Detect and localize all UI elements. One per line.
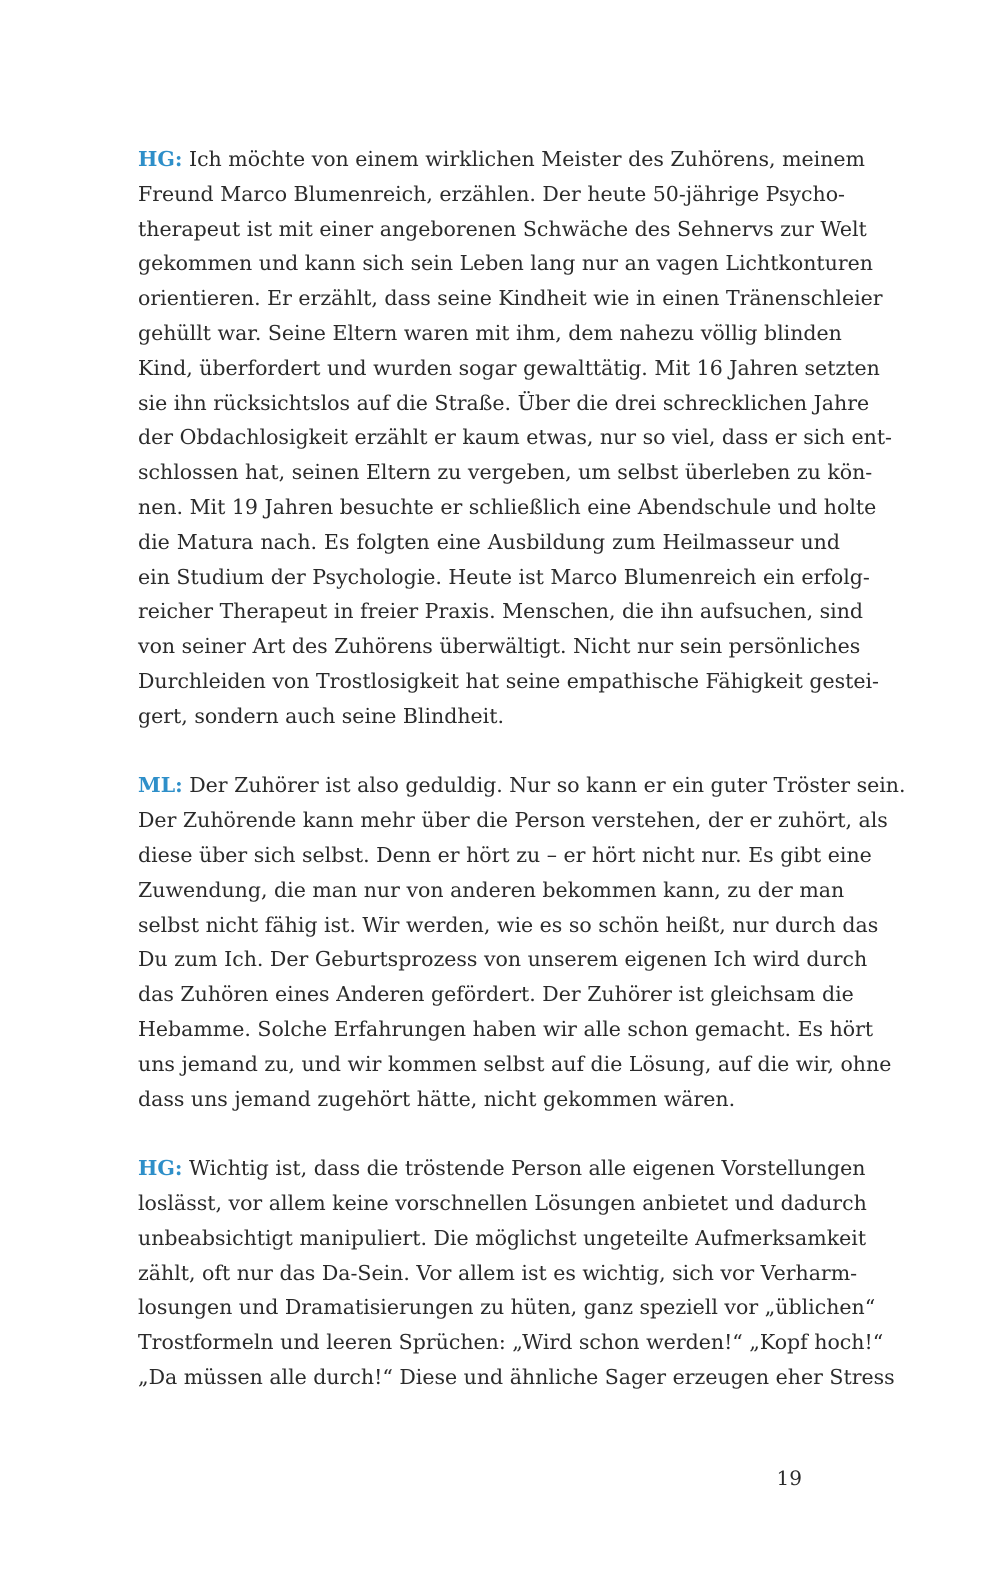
text-line <box>138 177 845 212</box>
line-text: Der Zuhörende kann mehr über die Person verstehen, der er zuhört, als <box>138 808 888 833</box>
line-text: das Zuhören eines Anderen gefördert. Der Zuhörer ist gleichsam die <box>138 982 854 1007</box>
text-line <box>138 246 873 281</box>
line-text: nen. Mit 19 Jahren besuchte er schließlich eine Abendschule und holte <box>138 494 877 519</box>
text-line <box>138 1012 874 1047</box>
page-number: 19 <box>776 1466 802 1490</box>
text-line <box>138 594 864 629</box>
line-text: loslässt, vor allem keine vorschnellen Lösungen anbietet und dadurch <box>138 1190 867 1215</box>
line-text: reicher Therapeut in freier Praxis. Menschen, die ihn aufsuchen, sind <box>138 599 864 624</box>
line-text: Zuwendung, die man nur von anderen bekommen kann, zu der man <box>138 877 845 902</box>
line-text: Der Zuhörer ist also geduldig. Nur so kann er ein guter Tröster sein. <box>182 773 906 798</box>
line-text: gekommen und kann sich sein Leben lang nur an vagen Lichtkonturen <box>138 251 873 276</box>
text-line <box>138 942 868 977</box>
line-text: Ich möchte von einem wirklichen Meister des Zuhörens, meinem <box>182 147 865 171</box>
text-line <box>138 977 854 1012</box>
body-text <box>138 142 906 1395</box>
text-line <box>138 1186 867 1221</box>
line-text: sie ihn rücksichtslos auf die Straße. Über die drei schrecklichen Jahre <box>138 390 870 415</box>
text-line <box>138 420 892 455</box>
text-line <box>138 212 867 247</box>
text-line <box>138 490 877 525</box>
text-line <box>138 525 840 560</box>
text-line <box>138 873 845 908</box>
text-line <box>138 455 873 490</box>
dialogue-paragraph <box>138 768 906 1116</box>
text-line <box>138 1256 858 1291</box>
line-text: diese über sich selbst. Denn er hört zu – er hört nicht nur. Es gibt eine <box>138 842 872 867</box>
line-text: der Obdachlosigkeit erzählt er kaum etwas, nur so viel, dass er sich ent- <box>138 425 892 450</box>
line-text: die Matura nach. Es folgten eine Ausbildung zum Heilmasseur und <box>138 529 840 554</box>
line-text: zählt, oft nur das Da-Sein. Vor allem ist es wichtig, sich vor Verharm- <box>138 1260 858 1285</box>
line-text: Hebamme. Solche Erfahrungen haben wir alle schon gemacht. Es hört <box>138 1016 874 1041</box>
text-line <box>138 1151 866 1186</box>
text-line <box>138 838 872 873</box>
text-line <box>138 664 879 699</box>
speaker-label: HG: <box>138 147 183 171</box>
speaker-label: ML: <box>138 773 183 798</box>
line-text: unbeabsichtigt manipuliert. Die möglichst ungeteilte Aufmerksamkeit <box>138 1225 867 1250</box>
line-text: Wichtig ist, dass die tröstende Person alle eigenen Vorstellungen <box>182 1156 866 1181</box>
text-line <box>138 142 865 177</box>
text-line <box>138 560 870 595</box>
line-text: „Da müssen alle durch!“ Diese und ähnliche Sager erzeugen eher Stress <box>138 1364 895 1389</box>
line-text: dass uns jemand zugehört hätte, nicht gekommen wären. <box>138 1086 736 1111</box>
speaker-label: HG: <box>138 1156 183 1181</box>
line-text: gert, sondern auch seine Blindheit. <box>138 703 504 728</box>
line-text: Du zum Ich. Der Geburtsprozess von unserem eigenen Ich wird durch <box>138 947 868 972</box>
text-line <box>138 281 883 316</box>
line-text: uns jemand zu, und wir kommen selbst auf die Lösung, auf die wir, ohne <box>138 1051 892 1076</box>
text-line <box>138 351 880 386</box>
text-line <box>138 1325 884 1360</box>
text-line <box>138 386 870 421</box>
text-line <box>138 1360 895 1395</box>
text-line <box>138 699 840 734</box>
line-text: therapeut ist mit einer angeborenen Schwäche des Sehnervs zur Welt <box>138 216 867 241</box>
text-line <box>138 803 888 838</box>
line-text: Trostformeln und leeren Sprüchen: „Wird schon werden!“ „Kopf hoch!“ <box>138 1330 884 1355</box>
text-line <box>138 316 840 351</box>
line-text: orientieren. Er erzählt, dass seine Kindheit wie in einen Tränenschleier <box>138 286 883 311</box>
text-line <box>138 1290 876 1325</box>
line-text: schlossen hat, seinen Eltern zu vergeben, um selbst überleben zu kön- <box>138 460 873 485</box>
text-line <box>138 1221 867 1256</box>
line-text: losungen und Dramatisierungen zu hüten, ganz speziell vor „üblichen“ <box>138 1295 876 1320</box>
line-text: gehüllt war. Seine Eltern waren mit ihm, dem nahezu völlig blinden <box>138 320 842 345</box>
text-line <box>138 768 906 803</box>
line-text: Kind, überfordert und wurden sogar gewalttätig. Mit 16 Jahren setzten <box>138 355 880 380</box>
text-line <box>138 908 879 943</box>
dialogue-paragraph <box>138 1151 895 1395</box>
text-line <box>138 1082 840 1117</box>
line-text: von seiner Art des Zuhörens überwältigt. Nicht nur sein persönliches <box>138 634 861 659</box>
line-text: Freund Marco Blumenreich, erzählen. Der heute 50-jährige Psycho- <box>138 181 845 206</box>
dialogue-paragraph <box>138 142 892 734</box>
line-text: selbst nicht fähig ist. Wir werden, wie es so schön heißt, nur durch das <box>138 912 879 937</box>
text-line <box>138 1047 892 1082</box>
line-text: ein Studium der Psychologie. Heute ist Marco Blumenreich ein erfolg- <box>138 564 870 589</box>
line-text: Durchleiden von Trostlosigkeit hat seine empathische Fähigkeit gestei- <box>138 668 879 693</box>
text-line <box>138 629 861 664</box>
